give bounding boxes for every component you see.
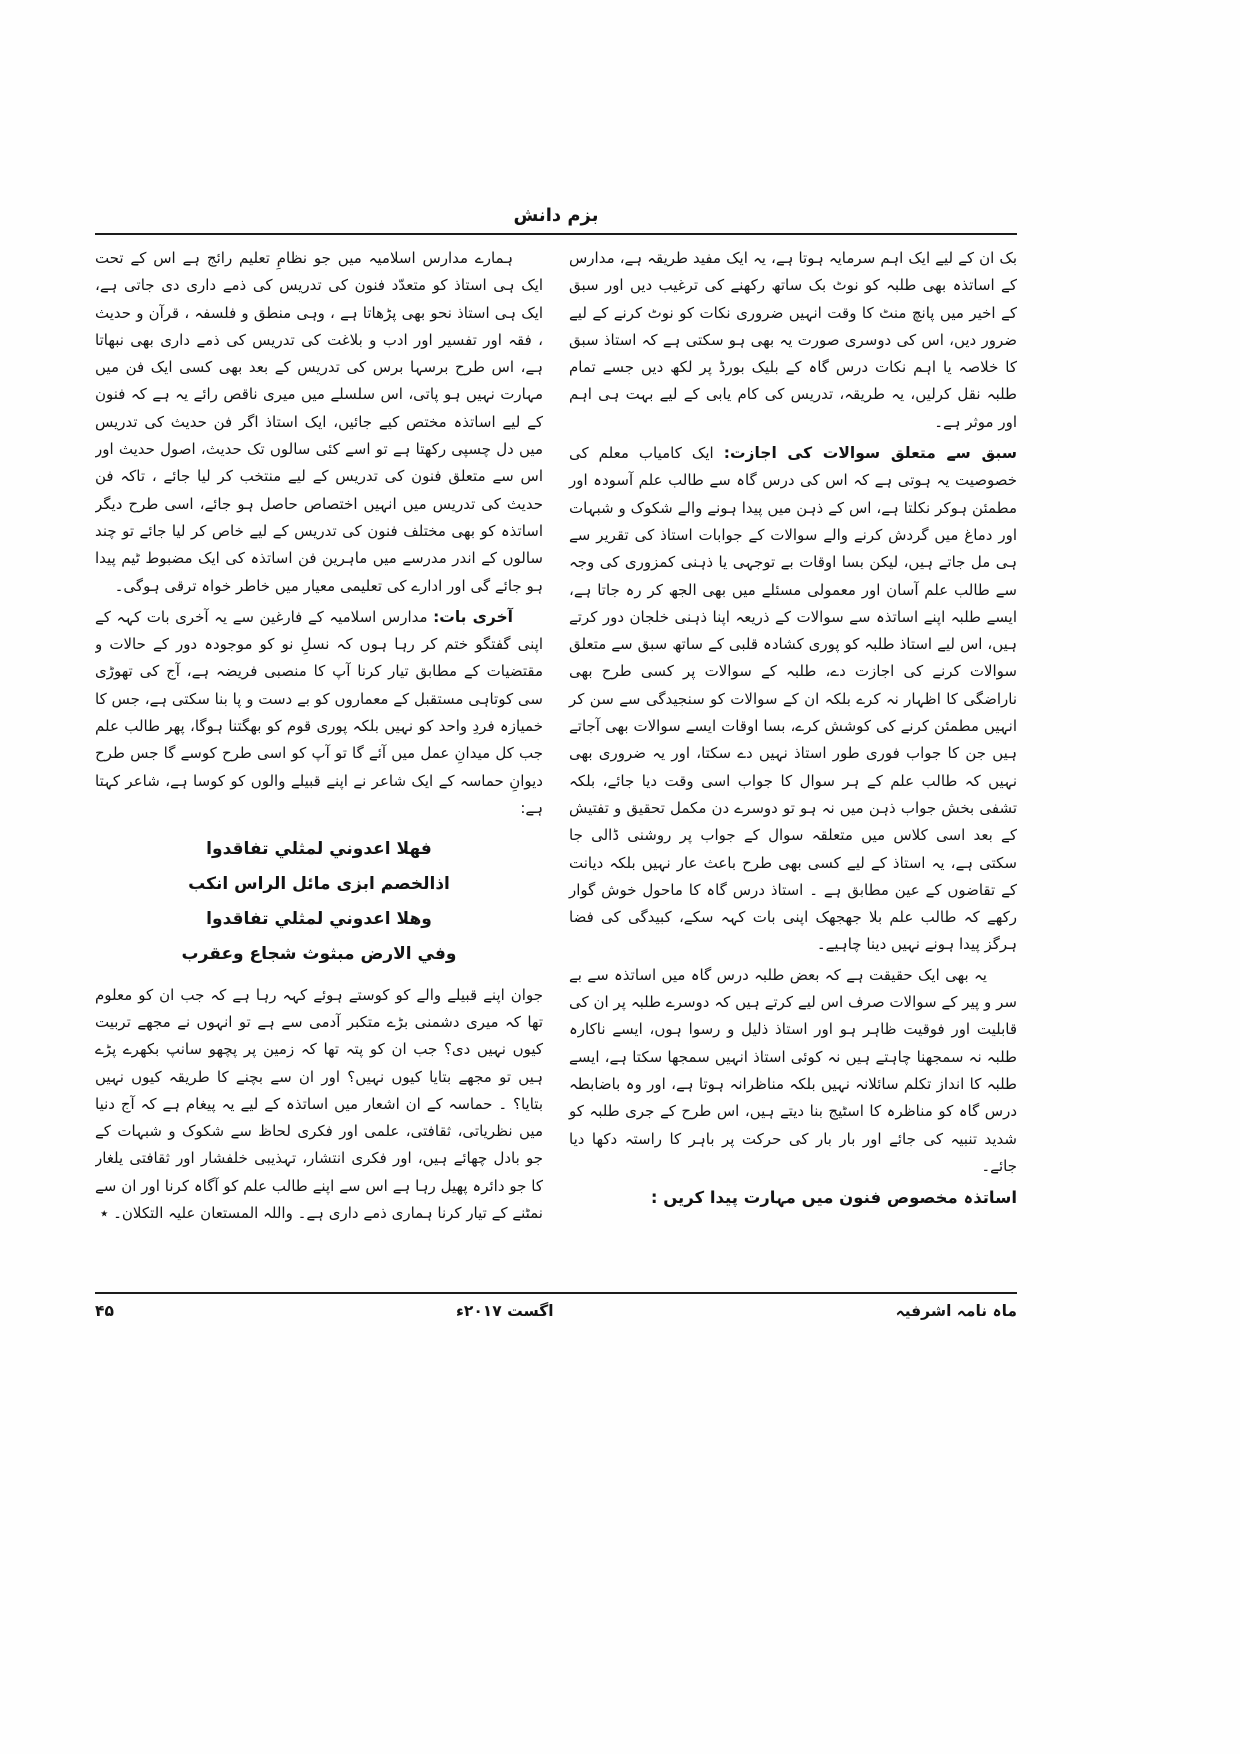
page-footer xyxy=(95,1292,1017,1320)
footer-magazine-title: ماہ نامہ اشرفیہ xyxy=(895,1302,1017,1320)
page-content xyxy=(95,205,1017,1307)
paragraph-text: بک ان کے لیے ایک اہم سرمایہ ہوتا ہے، یہ ایک مفید طریقہ ہے، مدارس کے اساتذہ بھی طلبہ کو نوٹ بک ساتھ رکھنے کی ترغیب دیں اور سبق کے اخیر میں پانچ منٹ کا وقت انہیں ضروری نکات کو نوٹ کرنے کے لیے ضرور دیں، اس کی دوسری صورت یہ بھی ہو سکتی ہے کہ استاذ سبق کا خلاصہ یا اہم نکات درس گاہ کے بلیک بورڈ پر لکھ دیں جسے تمام طلبہ نقل کرلیں، یہ طریقہ، تدریس کی کام یابی کے لیے بہت ہی اہم اور موثر ہے۔ xyxy=(569,249,1017,431)
paragraph-text: یہ بھی ایک حقیقت ہے کہ بعض طلبہ درس گاہ میں اساتذہ سے بے سر و پیر کے سوالات صرف اس لیے کرتے ہیں کہ دوسرے طلبہ پر ان کی قابلیت اور فوقیت ظاہر ہو اور استاذ ذلیل و رسوا ہوں، ایسے ناکارہ طلبہ نہ سمجھنا چاہتے ہیں نہ کوئی استاذ انہیں سمجھا سکتا ہے، ایسے طلبہ کا انداز تکلم سائلانہ نہیں بلکہ مناظرانہ ہوتا ہے، اور وہ باضابطہ درس گاہ کو مناظرہ کا اسٹیج بنا دیتے ہیں، اس طرح کے جری طلبہ کو شدید تنبیہ کی جائے اور بار بار کی حرکت پر باہر کا راستہ دکھا دیا جائے۔ xyxy=(569,965,1017,1175)
poetry-line: اذالخصم ابزى مائل الراس انكب xyxy=(188,874,450,895)
column-left xyxy=(95,245,543,1307)
paragraph xyxy=(569,962,1017,1180)
footer-date: اگست ۲۰۱۷ء xyxy=(455,1302,554,1320)
paragraph xyxy=(569,439,1017,959)
paragraph xyxy=(95,982,543,1228)
poetry-line: وفي الارض مبثوث شجاع وعقرب xyxy=(181,943,457,964)
paragraph-text: جوان اپنے قبیلے والے کو کوستے ہوئے کہہ رہا ہے کہ جب ان کو معلوم تھا کہ میری دشمنی بڑے متکبر آدمی سے ہے تو انہوں نے مجھے تربیت کیوں نہیں دی؟ جب ان کو پتہ تھا کہ زمین پر پچھو سانپ بکھرے پڑے ہیں تو مجھے بتایا کیوں نہیں؟ اور ان سے بچنے کا طریقہ کیوں نہیں بتایا؟ ۔ حماسہ کے ان اشعار میں اساتذہ کے لیے یہ پیغام ہے کہ آج دنیا میں نظریاتی، ثقافتی، علمی اور فکری لحاظ سے شکوک و شبہات کے جو بادل چھائے ہیں، اور فکری انتشار، تہذیبی خلفشار اور ثقافتی یلغار کا جو دائرہ پھیل رہا ہے اس سے اپنے طالب علم کو آگاہ کرنا اور ان سے نمٹنے کے تیار کرنا ہماری ذمے داری ہے۔ واللہ المستعان علیہ التکلان۔ ٭ xyxy=(95,985,543,1222)
poetry-line: وهلا اعدوني لمثلي تفاقدوا xyxy=(206,908,432,929)
paragraph xyxy=(569,245,1017,436)
poetry-block xyxy=(95,832,543,971)
section-heading: آخری بات: xyxy=(433,607,513,626)
paragraph-text: مدارس اسلامیہ کے فارغین سے یہ آخری بات کہہ کے اپنی گفتگو ختم کر رہا ہوں کہ نسلِ نو کو موجودہ دور کے حالات و مقتضیات کے مطابق تیار کرنا آپ کا منصبی فریضہ ہے، آج کی تھوڑی سی کوتاہی مستقبل کے معماروں کو بے دست و پا بنا سکتی ہے، جس کا خمیازہ فردِ واحد کو نہیں بلکہ پوری قوم کو بھگتنا ہوگا، پھر طالب علم جب کل میدانِ عمل میں آئے گا تو آپ کو اسی طرح کوسے گا جس طرح دیوانِ حماسہ کے ایک شاعر نے اپنے قبیلے والوں کو کوسا ہے، شاعر کہتا ہے: xyxy=(95,607,543,817)
section-heading: اساتذہ مخصوص فنون میں مہارت پیدا کریں : xyxy=(650,1188,1017,1208)
poetry-line: فهلا اعدوني لمثلي تفاقدوا xyxy=(206,839,432,860)
text-columns xyxy=(95,245,1017,1307)
paragraph-text: ایک کامیاب معلم کی خصوصیت یہ ہوتی ہے کہ اس کی درس گاہ سے طالب علم آسودہ اور مطمئن ہوکر نکلتا ہے، اس کے ذہن میں پیدا ہونے والے شکوک و شبہات اور دماغ میں گردش کرنے والے سوالات کے جوابات استاذ کی تقریر سے ہی مل جاتے ہیں، لیکن بسا اوقات بے توجہی یا ذہنی کمزوری کی وجہ سے طالب علم آسان اور معمولی مسئلے میں بھی الجھ کر رہ جاتا ہے، ایسے طلبہ اپنے اساتذہ سے سوالات کے ذریعہ اپنا ذہنی خلجان دور کرتے ہیں، اس لیے استاذ طلبہ کو پوری کشادہ قلبی کے ساتھ سبق سے متعلق سوالات کرنے کی اجازت دے، طلبہ کے سوالات پر کسی طرح بھی ناراضگی کا اظہار نہ کرے بلکہ ان کے سوالات کو سنجیدگی سے سن کر انہیں مطمئن کرنے کی کوشش کرے، بسا اوقات ایسے سوالات بھی آجاتے ہیں جن کا جواب فوری طور استاذ نہیں دے سکتا، اور یہ ضروری بھی نہیں کہ طالب علم کے ہر سوال کا جواب اسی وقت دیا جائے، بلکہ تشفی بخش جواب ذہن میں نہ ہو تو دوسرے دن مکمل تحقیق و تفتیش کے بعد اسی کلاس میں متعلقہ سوال کے جواب پر روشنی ڈالی جا سکتی ہے، یہ استاذ کے لیے کسی بھی طرح باعث عار نہیں بلکہ دیانت کے تقاضوں کے عین مطابق ہے ۔ استاذ درس گاہ کا ماحول خوش گوار رکھے کہ طالب علم بلا جھجھک اپنی بات کہہ سکے، کبیدگی کی فضا ہرگز پیدا ہونے نہیں دینا چاہیے۔ xyxy=(569,444,1017,954)
paragraph-text: ہمارے مدارس اسلامیہ میں جو نظامِ تعلیم رائج ہے اس کے تحت ایک ہی استاذ کو متعدّد فنون کی تدریس کی ذمے داری دی جاتی ہے، ایک ہی استاذ نحو بھی پڑھاتا ہے ، وہی منطق و فلسفہ ، قرآن و حدیث ، فقہ اور تفسیر اور ادب و بلاغت کی تدریس کی ذمے داری بھی نبھاتا ہے، اس طرح برسہا برس کی تدریس کے بعد بھی کسی ایک فن میں مہارت نہیں ہو پاتی، اس سلسلے میں میری ناقص رائے یہ ہے کہ فنون کے لیے اساتذہ مختص کیے جائیں، ایک استاذ اگر فن حدیث کی تدریس میں دل چسپی رکھتا ہے تو اسے کئی سالوں تک حدیث، اصول حدیث اور اس سے متعلق فنون کی تدریس کے لیے منتخب کر لیا جائے ، تاکہ فن حدیث کی تدریس میں انہیں اختصاص حاصل ہو جائے، اسی طرح دیگر اساتذہ کو بھی مختلف فنون کی تدریس کے لیے خاص کر لیا جائے تو چند سالوں کے اندر مدرسے میں ماہرین فن اساتذہ کی ایک مضبوط ٹیم پیدا ہو جائے گی اور ادارے کی تعلیمی معیار میں خاطر خواہ ترقی ہوگی۔ xyxy=(95,249,543,595)
header-divider xyxy=(95,233,1017,235)
footer-page-number: ۴۵ xyxy=(95,1302,114,1320)
column-right xyxy=(569,245,1017,1307)
section-heading: سبق سے متعلق سوالات کی اجازت: xyxy=(723,444,1017,463)
paragraph xyxy=(95,603,543,822)
footer-row xyxy=(95,1302,1017,1320)
footer-divider xyxy=(95,1292,1017,1294)
paragraph xyxy=(95,245,543,600)
page-title: بزم دانش xyxy=(513,205,599,226)
